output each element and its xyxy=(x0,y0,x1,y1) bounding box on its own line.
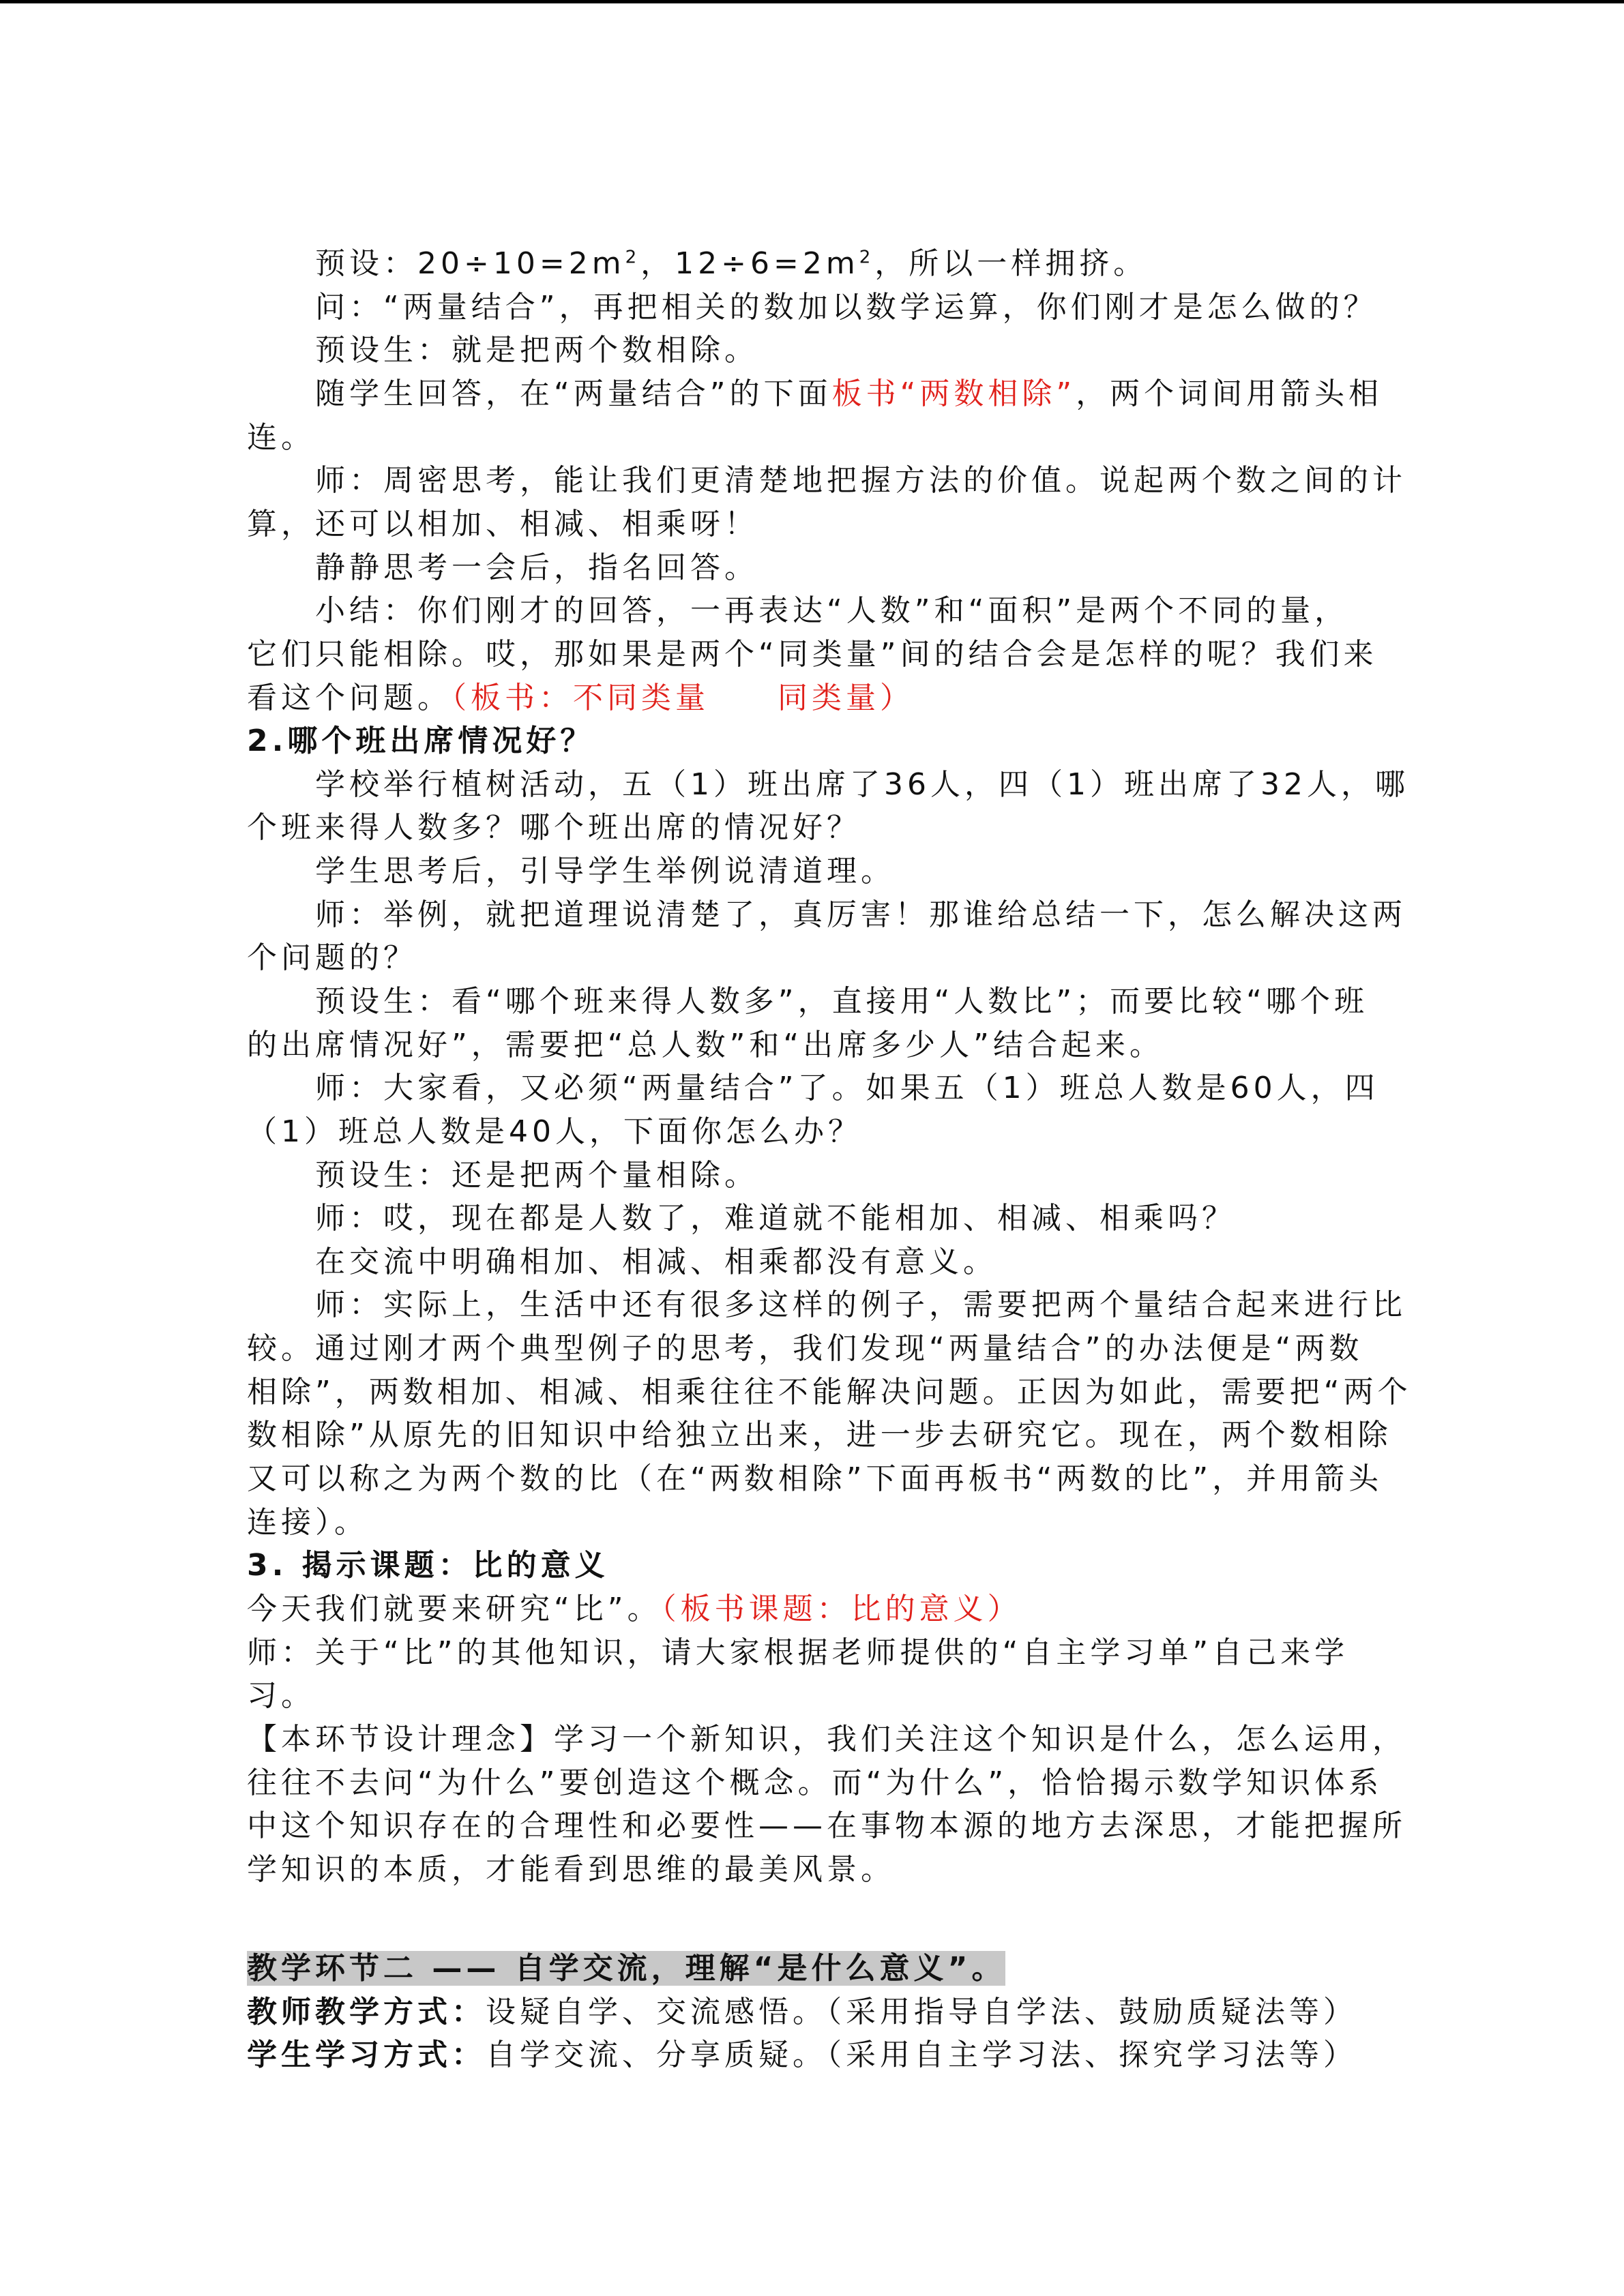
paragraph-line: 习。 xyxy=(247,1678,315,1713)
paragraph-line: 又可以称之为两个数的比（在“两数相除”下面再板书“两数的比”，并用箭头 xyxy=(247,1461,1383,1496)
paragraph-line: 随学生回答，在“两量结合”的下面板书“两数相除”，两个词间用箭头相 xyxy=(315,376,1383,411)
paragraph-line: 较。通过刚才两个典型例子的思考，我们发现“两量结合”的办法便是“两数 xyxy=(247,1331,1363,1366)
learning-method-label: 学生学习方式： xyxy=(247,2038,486,2072)
paragraph-line: 静静思考一会后，指名回答。 xyxy=(315,550,758,585)
paragraph-line: 师：哎，现在都是人数了，难道就不能相加、相减、相乘吗？ xyxy=(315,1201,1236,1236)
teaching-method-line: 教师教学方式：设疑自学、交流感悟。（采用指导自学法、鼓励质疑法等） xyxy=(247,1995,1357,2029)
paragraph-line: 预设生：看“哪个班来得人数多”，直接用“人数比”；而要比较“哪个班 xyxy=(315,984,1368,1019)
paragraph-line: （1）班总人数是40人，下面你怎么办？ xyxy=(247,1114,862,1149)
board-note: 板书“两数相除” xyxy=(831,376,1076,411)
paragraph-line: 数相除”从原先的旧知识中给独立出来，进一步去研究它。现在，两个数相除 xyxy=(247,1418,1392,1452)
section-title-row xyxy=(0,1947,1624,1991)
section-title-highlight: 教学环节二 —— 自学交流，理解“是什么意义”。 xyxy=(247,1951,1006,1986)
section-heading: 3. 揭示课题：比的意义 xyxy=(247,1548,609,1583)
paragraph-line: 问：“两量结合”，再把相关的数加以数学运算，你们刚才是怎么做的？ xyxy=(315,290,1378,325)
board-note: （板书：不同类量 同类量） xyxy=(452,681,914,715)
design-note-line: 【本环节设计理念】学习一个新知识，我们关注这个知识是什么，怎么运用， xyxy=(247,1722,1406,1757)
paragraph-line: 小结：你们刚才的回答，一再表达“人数”和“面积”是两个不同的量， xyxy=(315,593,1349,628)
paragraph-line: 它们只能相除。哎，那如果是两个“同类量”间的结合会是怎样的呢？我们来 xyxy=(247,637,1378,672)
paragraph-line: 师：举例，就把道理说清楚了，真厉害！那谁给总结一下，怎么解决这两 xyxy=(315,897,1406,932)
paragraph-line: 学生思考后，引导学生举例说清道理。 xyxy=(315,854,895,889)
paragraph-line: 预设：$20\div 10=2m^2$，$12\div 6=2m^2$，所以一样拥挤。 xyxy=(315,246,1148,281)
paragraph-line: 师：关于“比”的其他知识，请大家根据老师提供的“自主学习单”自己来学 xyxy=(247,1635,1349,1670)
paragraph-line: 今天我们就要来研究“比”。（板书课题：比的意义） xyxy=(247,1592,1022,1626)
paragraph-line: 在交流中明确相加、相减、相乘都没有意义。 xyxy=(315,1244,997,1279)
design-note-line: 往往不去问“为什么”要创造这个概念。而“为什么”，恰恰揭示数学知识体系 xyxy=(247,1765,1383,1800)
paragraph-line: 的出席情况好”，需要把“总人数”和“出席多少人”结合起来。 xyxy=(247,1028,1164,1062)
teaching-method-label: 教师教学方式： xyxy=(247,1995,486,2029)
design-note-line: 中这个知识存在的合理性和必要性——在事物本源的地方去深思，才能把握所 xyxy=(247,1808,1406,1843)
paragraph-line: 预设生：还是把两个量相除。 xyxy=(315,1158,758,1193)
paragraph-line: 师：实际上，生活中还有很多这样的例子，需要把两个量结合起来进行比 xyxy=(315,1287,1406,1322)
paragraph-line: 算，还可以相加、相减、相乘呀！ xyxy=(247,507,758,541)
design-note-line: 学知识的本质，才能看到思维的最美风景。 xyxy=(247,1852,895,1887)
paragraph-line: 连。 xyxy=(247,420,315,455)
paragraph-line: 师：周密思考，能让我们更清楚地把握方法的价值。说起两个数之间的计 xyxy=(315,463,1406,498)
paragraph-line: 连接）。 xyxy=(247,1505,368,1540)
paragraph-line: 看这个问题。（板书：不同类量 同类量） xyxy=(247,681,914,715)
learning-method-line: 学生学习方式：自学交流、分享质疑。（采用自主学习法、探究学习法等） xyxy=(247,2038,1357,2072)
paragraph-line: 师：大家看，又必须“两量结合”了。如果五（1）班总人数是60人，四 xyxy=(315,1071,1379,1105)
paragraph-line: 个班来得人数多？哪个班出席的情况好？ xyxy=(247,810,861,845)
paragraph-line: 预设生：就是把两个数相除。 xyxy=(315,333,758,368)
section-heading: 2.哪个班出席情况好？ xyxy=(247,724,595,758)
paragraph-line: 个问题的？ xyxy=(247,940,417,975)
paragraph-line: 相除”，两数相加、相减、相乘往往不能解决问题。正因为如此，需要把“两个 xyxy=(247,1375,1412,1410)
paragraph-line: 学校举行植树活动，五（1）班出席了36人，四（1）班出席了32人，哪 xyxy=(315,767,1409,802)
board-note: （板书课题：比的意义） xyxy=(661,1592,1022,1626)
